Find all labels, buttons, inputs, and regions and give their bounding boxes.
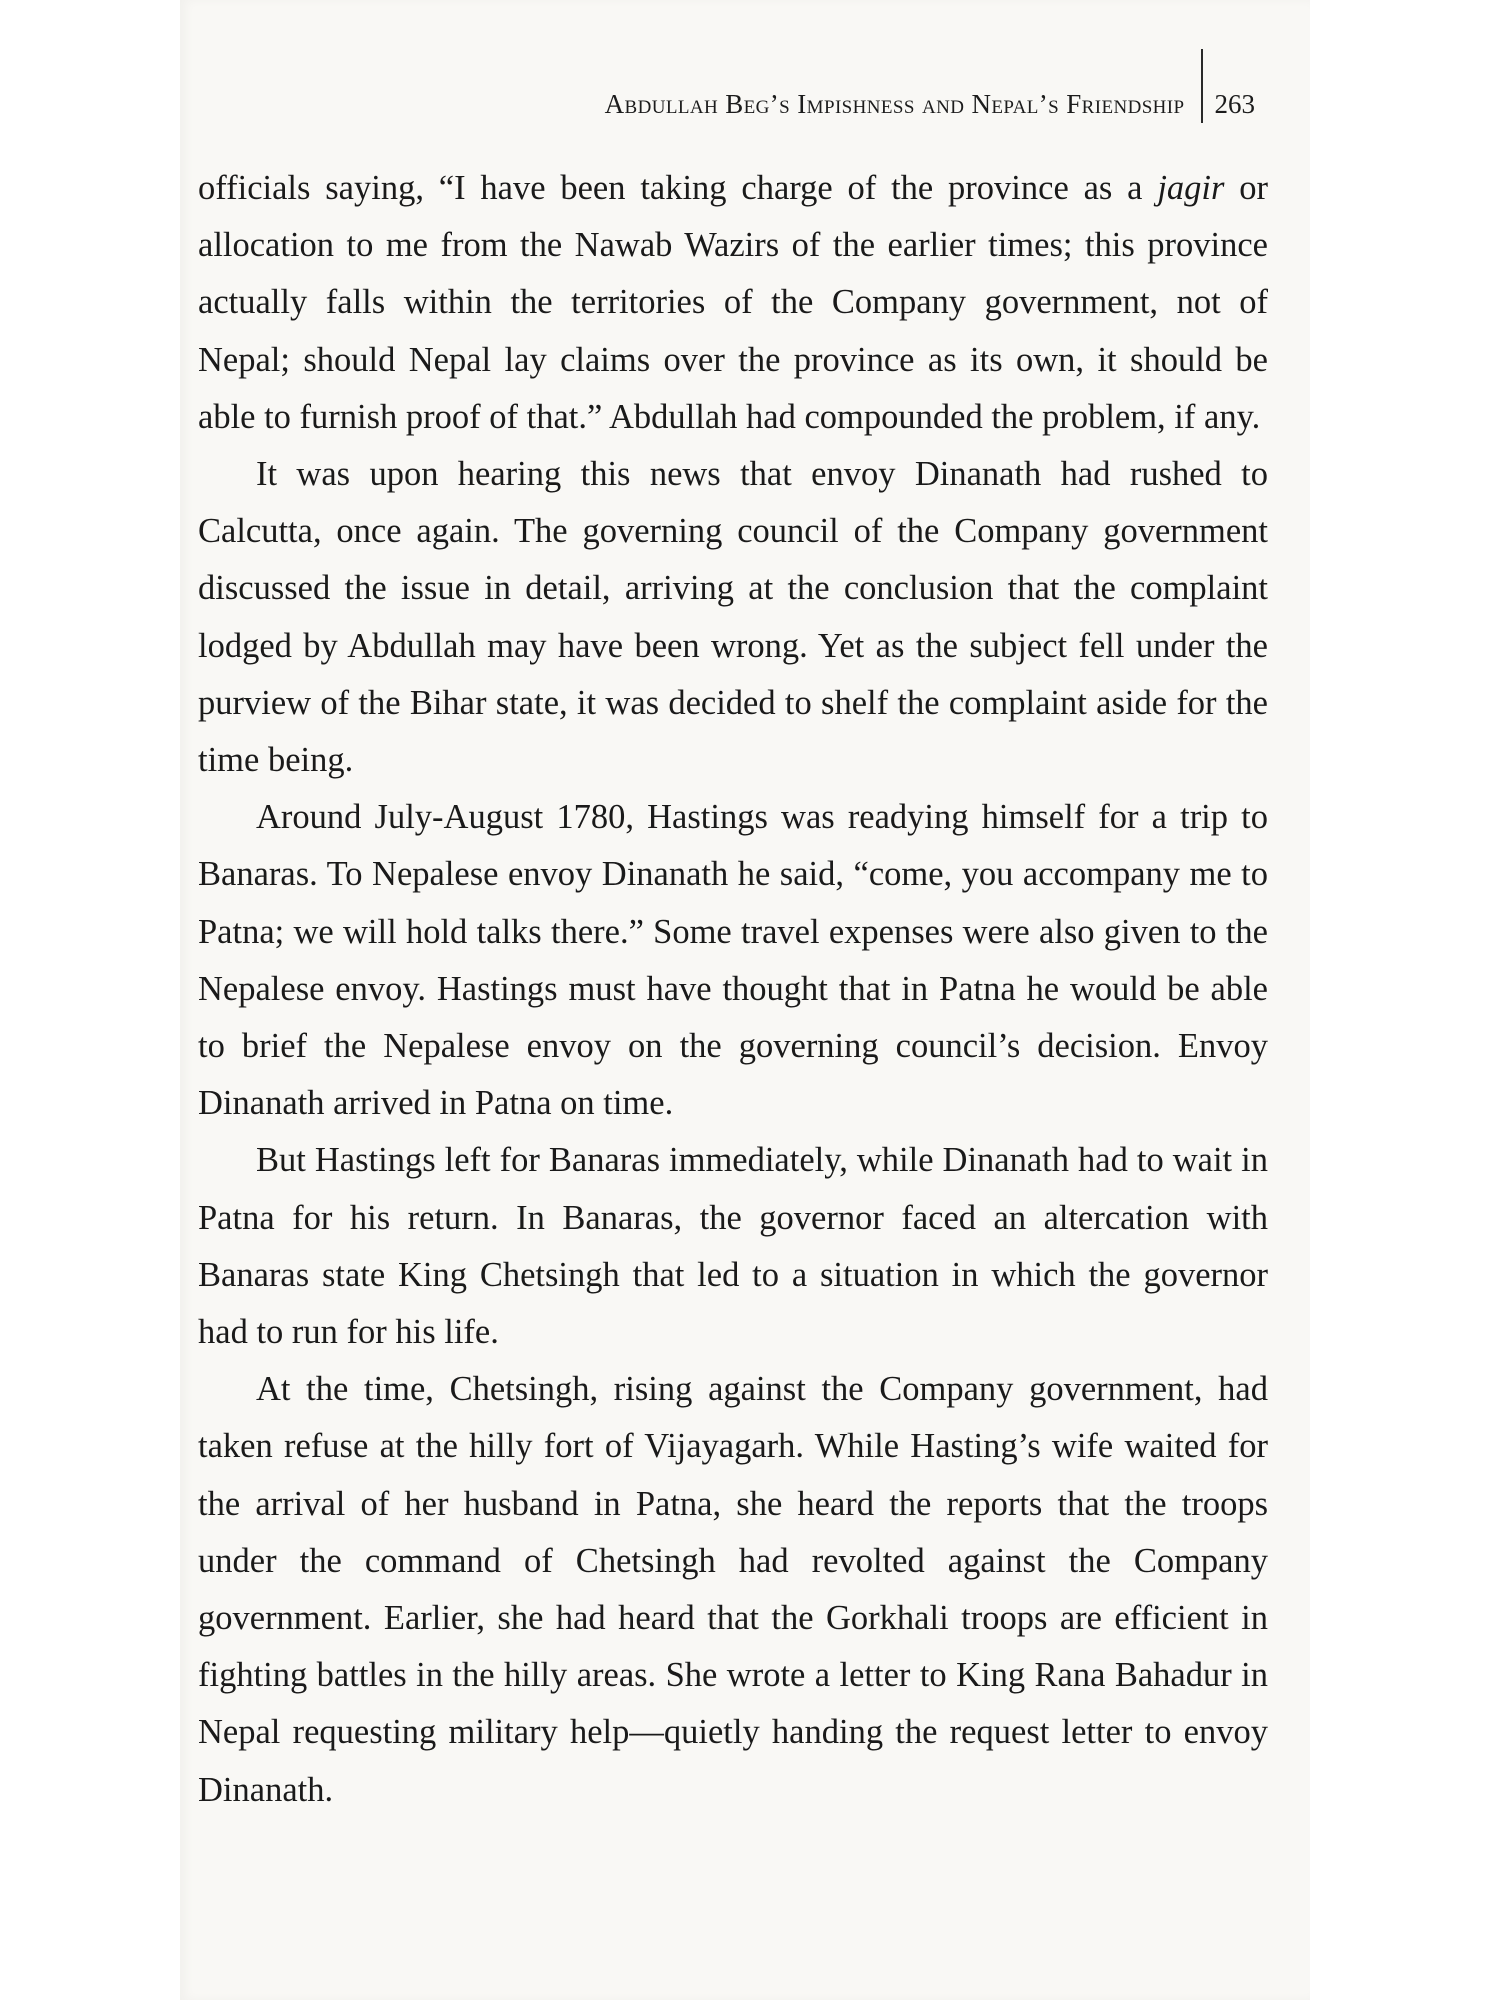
page-number: 263 [1214, 88, 1255, 119]
running-head: Abdullah Beg’s Impishness and Nepal’s Friendship [604, 88, 1185, 119]
body-text [198, 160, 1268, 1819]
paragraph-1-end: or allocation to me from the Nawab Wazirs of the earlier times; this province actually falls within the territories of the Company government, not of Nepal; should Nepal lay claims over the province as its own, it should be able to furnish proof of that.” Abdullah had compounded the problem, if any. [198, 169, 1268, 436]
paragraph-1 [198, 160, 1268, 446]
paragraph-1-start: officials saying, “I have been taking charge of the province as a [198, 169, 1158, 207]
paragraph-2: It was upon hearing this news that envoy Dinanath had rushed to Calcutta, once again. The governing council of the Company government discussed the issue in detail, arriving at the conclusion that the complaint lodged by Abdullah may have been wrong. Yet as the subject fell under the purview of the Bihar state, it was decided to shelf the complaint aside for the time being. [198, 455, 1268, 780]
header-divider [1201, 49, 1203, 123]
italic-term-jagir: jagir [1157, 169, 1225, 207]
paragraph-4: But Hastings left for Banaras immediately, while Dinanath had to wait in Patna for his return. In Banaras, the governor faced an altercation with Banaras state King Chetsingh that led to a situation in which the governor had to run for his life. [198, 1141, 1268, 1352]
paragraph-3: Around July-August 1780, Hastings was readying himself for a trip to Banaras. To Nepalese envoy Dinanath he said, “come, you accompany me to Patna; we will hold talks there.” Some travel expenses were also given to the Nepalese envoy. Hastings must have thought that in Patna he would be able to brief the Nepalese envoy on the governing council’s decision. Envoy Dinanath arrived in Patna on time. [198, 798, 1268, 1123]
paragraph-5: At the time, Chetsingh, rising against the Company government, had taken refuse at the hilly fort of Vijayagarh. While Hasting’s wife waited for the arrival of her husband in Patna, she heard the reports that the troops under the command of Chetsingh had revolted against the Company government. Earlier, she had heard that the Gorkhali troops are efficient in fighting battles in the hilly areas. She wrote a letter to King Rana Bahadur in Nepal requesting military help—quietly handing the request letter to envoy Dinanath. [198, 1370, 1268, 1809]
page-header [605, 84, 1255, 124]
book-page [180, 0, 1310, 2000]
